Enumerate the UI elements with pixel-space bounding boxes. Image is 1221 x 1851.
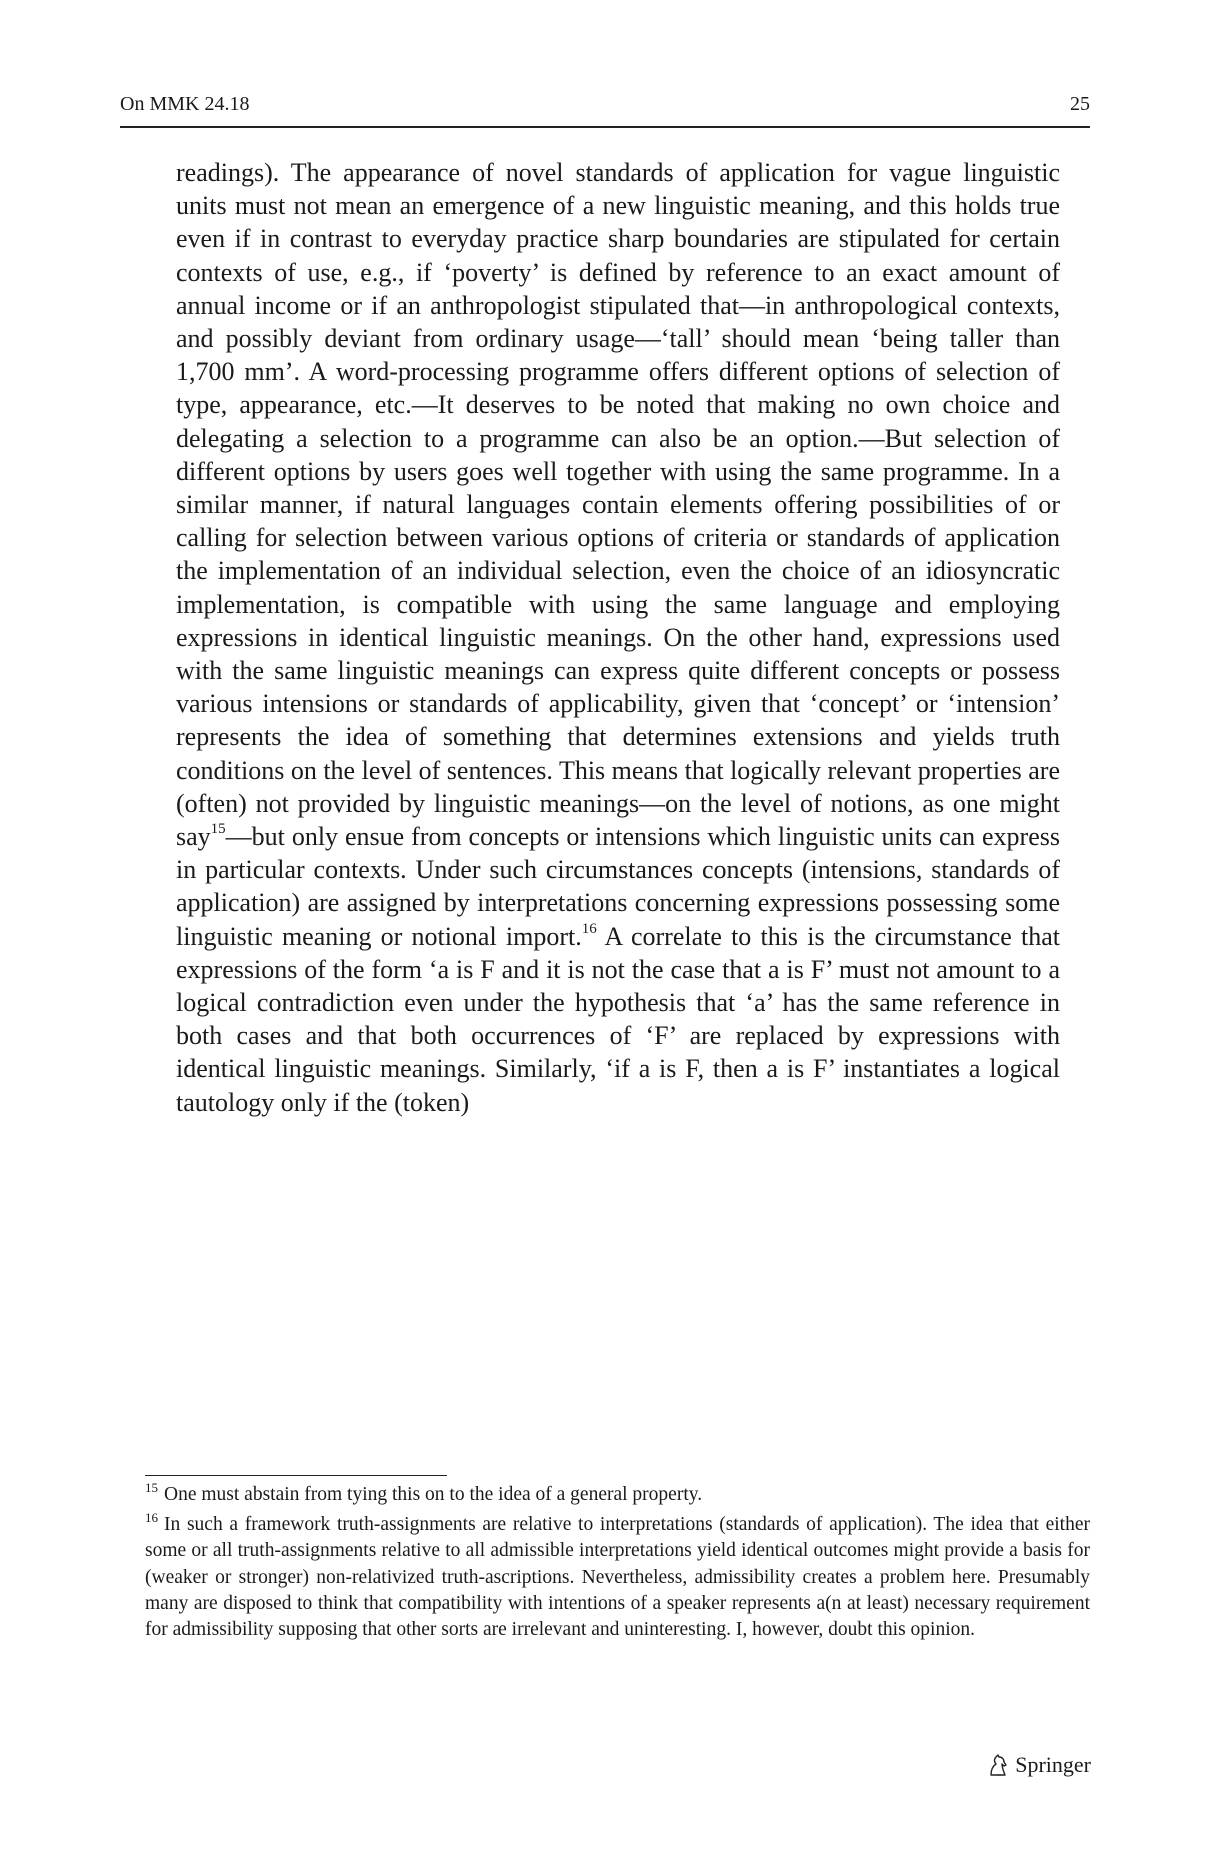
footnote-text: One must abstain from tying this on to the idea of a general property. (164, 1484, 703, 1505)
footnote-15 (145, 1482, 1090, 1508)
body-text-part-1: readings). The appearance of novel standards of application for vague linguistic units must not mean an emergence of a new linguistic meaning, and this holds true even if in contrast to everyday practice sharp boundaries are stipulated for certain contexts of use, e.g., if ‘poverty’ is defined by reference to an exact amount of annual income or if an anthropologist stipulated that—in anthropological contexts, and possibly deviant from ordinary usage—‘tall’ should mean ‘being taller than 1,700 mm’. A word-processing programme offers different options of selection of type, appearance, etc.—It deserves to be noted that making no own choice and delegating a selection to a programme can also be an option.—But selection of different options by users goes well together with using the same programme. In a similar manner, if natural languages contain elements offering possibilities of or calling for selection between various options of criteria or standards of application the implementation of an individual selection, even the choice of an idiosyncratic implementation, is compatible with using the same language and employing expressions in identical linguistic meanings. On the other hand, expressions used with the same linguistic meanings can express quite different concepts or possess various intensions or standards of applicability, given that ‘concept’ or ‘intension’ represents the idea of something that determines extensions and yields truth conditions on the level of sentences. This means that logically relevant properties are (often) not provided by linguistic meanings—on the level of notions, as one might say (176, 158, 1060, 852)
footnote-divider (145, 1475, 447, 1476)
springer-horse-icon (987, 1753, 1009, 1777)
footnote-number: 15 (145, 1480, 158, 1495)
publisher-name: Springer (1015, 1752, 1091, 1777)
running-head (120, 90, 1090, 118)
body-text-part-3: A correlate to this is the circumstance that expressions of the form ‘a is F and it is not the case that a is F’ must not amount to a logical contradiction even under the hypothesis that ‘a’ has the same reference in both cases and that both occurrences of ‘F’ are replaced by expressions with identical linguistic meanings. Similarly, ‘if a is F, then a is F’ instantiates a logical tautology only if the (token) (176, 921, 1060, 1117)
footnote-text: In such a framework truth-assignments are relative to interpretations (standards of application). The idea that either some or all truth-assignments relative to all admissible interpretations yield identical outcomes might provide a basis for (weaker or stronger) non-relativized truth-ascriptions. Nevertheless, admissibility creates a problem here. Presumably many are disposed to think that compatibility with intentions of a speaker represents a(n at least) necessary requirement for admissibility supposing that other sorts are irrelevant and uninteresting. I, however, doubt this opinion. (145, 1514, 1090, 1641)
running-title: On MMK 24.18 (120, 93, 250, 115)
body-text-part-2: —but only ensue from concepts or intensions which linguistic units can express in particular contexts. Under such circumstances concepts (intensions, standards of application) are assigned by interpretations concerning expressions possessing some linguistic meaning or notional import. (176, 822, 1060, 951)
footnotes (145, 1482, 1090, 1647)
body-paragraph (176, 156, 1060, 1119)
footnote-number: 16 (145, 1510, 158, 1526)
footnote-16 (145, 1512, 1090, 1643)
publisher-logo (987, 1750, 1091, 1780)
header-divider (120, 126, 1090, 128)
footnote-ref-16: 16 (581, 920, 597, 937)
page-number: 25 (1070, 93, 1090, 115)
footnote-ref-15: 15 (210, 821, 226, 838)
